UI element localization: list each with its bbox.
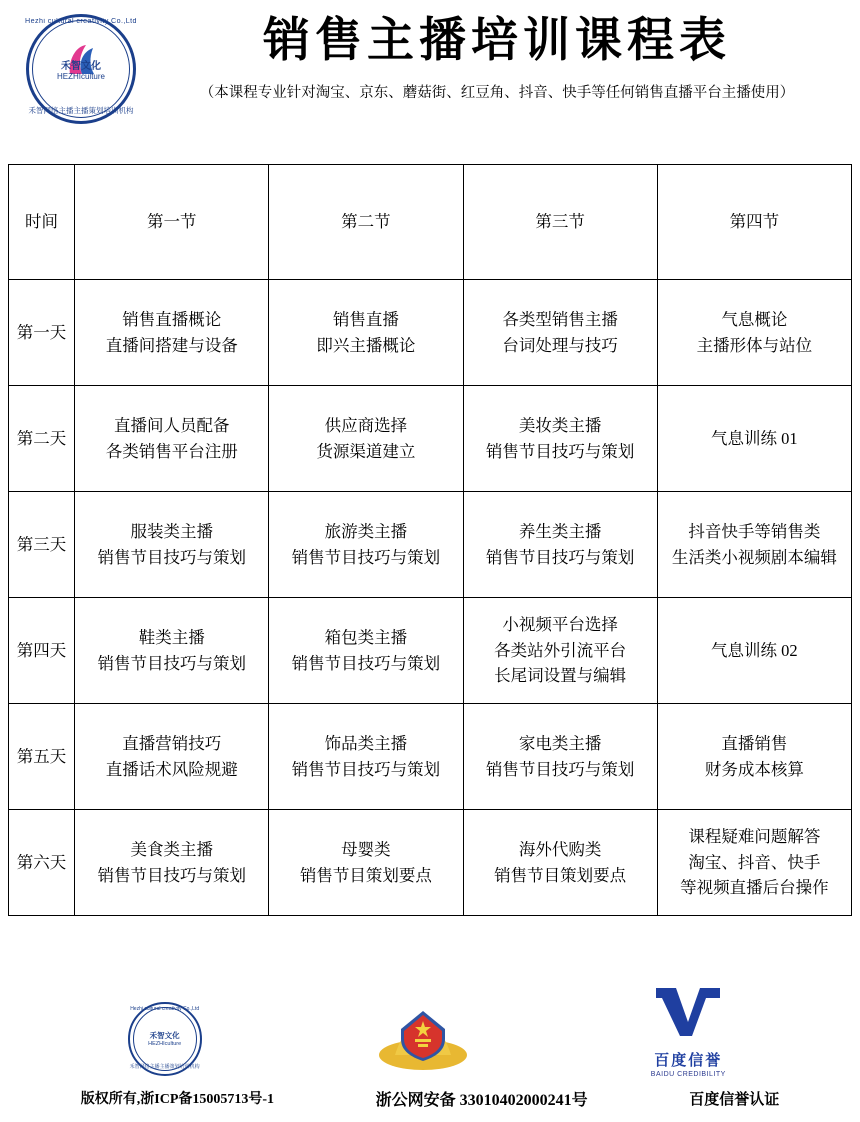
cell-lines [660,426,849,452]
company-logo [22,10,140,128]
mini-logo-name-en: HEZHIculture [148,1041,182,1047]
cell-line: 海外代购类 [518,839,602,859]
logo-name-en: HEZHIculture [56,72,105,81]
day-label: 第四天 [9,598,75,704]
cell-line: 各类销售平台注册 [105,441,238,461]
schedule-cell [269,810,463,916]
cell-line: 销售节目技巧与策划 [97,865,246,885]
cell-line: 各类型销售主播 [502,309,618,329]
cell-line: 等视频直播后台操作 [680,878,829,898]
day-label: 第五天 [9,704,75,810]
table-row [9,280,852,386]
cell-line: 销售节目技巧与策划 [291,653,441,673]
cell-lines [466,307,655,358]
cell-lines [466,837,655,888]
column-header-section: 第三节 [463,165,657,280]
schedule-cell [75,598,269,704]
cell-line: 销售节目策划要点 [299,865,432,885]
cell-line: 销售节目策划要点 [494,865,627,885]
mini-logo-bottom-text: 禾智网络主播主播策划培训机构 [129,1064,200,1070]
cell-lines [77,625,266,676]
schedule-cell [269,492,463,598]
cell-line: 母婴类 [341,839,391,859]
cell-line: 淘宝、抖音、快手 [688,852,821,872]
cell-line: 财务成本核算 [704,759,804,779]
mini-logo-name-cn: 禾智文化 [149,1031,180,1040]
cell-line: 鞋类主播 [138,627,205,647]
cell-line: 销售节目技巧与策划 [291,547,441,567]
mini-company-logo [126,1000,204,1078]
cell-line: 美妆类主播 [518,415,602,435]
column-header-section: 第四节 [657,165,851,280]
schedule-cell [463,704,657,810]
cell-line: 养生类主播 [518,521,602,541]
page-title: 销售主播培训课程表 [263,15,731,67]
schedule-cell [657,492,851,598]
footer-labels [0,1078,860,1118]
schedule-cell [75,704,269,810]
schedule-cell [269,386,463,492]
cell-line: 美食类主播 [130,839,213,859]
footer-badges [0,982,860,1078]
police-badge [375,995,471,1078]
cell-lines [466,519,655,570]
cell-line: 销售节目技巧与策划 [97,653,246,673]
schedule-cell [75,386,269,492]
column-header-time: 时间 [9,165,75,280]
schedule-cell [269,598,463,704]
cell-lines [660,307,849,358]
cell-lines [466,413,655,464]
cell-line: 销售节目技巧与策划 [485,759,635,779]
baidu-credibility-badge [642,982,734,1078]
cell-line: 饰品类主播 [324,733,408,753]
schedule-cell [75,492,269,598]
schedule-table-wrapper [0,130,860,916]
cell-lines [660,731,849,782]
logo-top-text: Hezhi cultural creativity Co.,Ltd [25,18,137,25]
cell-lines [660,519,849,570]
cell-line: 服装类主播 [130,521,213,541]
logo-name-cn: 禾智文化 [61,61,101,72]
cell-line: 销售节目技巧与策划 [485,547,635,567]
schedule-cell [463,598,657,704]
baidu-caption-text: 百度信誉认证 [689,1091,780,1108]
schedule-cell [657,386,851,492]
baidu-v-icon [642,982,734,1044]
copyright-text: 版权所有,浙ICP备15005713号-1 [80,1092,275,1107]
cell-line: 箱包类主播 [324,627,408,647]
schedule-cell [463,810,657,916]
table-row [9,704,852,810]
cell-line: 旅游类主播 [324,521,408,541]
cell-line: 长尾词设置与编辑 [494,666,627,686]
mini-logo-top-text: Hezhi cultural creativity Co.,Ltd [130,1006,200,1012]
column-header-section: 第二节 [269,165,463,280]
cell-lines [271,307,460,358]
schedule-cell [463,386,657,492]
cell-line: 主播形体与站位 [696,335,813,355]
cell-line: 直播间人员配备 [113,415,230,435]
table-row [9,598,852,704]
column-header-section: 第一节 [75,165,269,280]
schedule-cell [463,492,657,598]
schedule-cell [657,598,851,704]
schedule-table [8,164,852,916]
logo-bottom-text: 禾智网络主播主播策划培训机构 [28,106,134,115]
title-block [140,8,840,102]
cell-line: 各类站外引流平台 [494,640,627,660]
police-record-text: 浙公网安备 33010402000241号 [375,1091,588,1109]
cell-lines [77,731,266,782]
document-footer [0,982,860,1122]
cell-lines [271,837,460,888]
cell-lines [77,519,266,570]
schedule-cell [657,280,851,386]
cell-lines [77,837,266,888]
schedule-cell [269,280,463,386]
cell-line: 直播营销技巧 [122,733,222,753]
cell-line: 小视频平台选择 [502,615,618,635]
cell-line: 即兴主播概论 [316,335,416,355]
cell-line: 气息训练 01 [711,428,798,448]
cell-line: 直播话术风险规避 [105,759,238,779]
cell-line: 台词处理与技巧 [502,335,618,355]
cell-line: 家电类主播 [518,733,602,753]
cell-line: 生活类小视频剧本编辑 [671,547,837,567]
day-label: 第一天 [9,280,75,386]
cell-line: 销售节目技巧与策划 [485,441,635,461]
cell-line: 销售直播 [332,309,399,329]
cell-line: 抖音快手等销售类 [688,521,821,541]
cell-lines [271,519,460,570]
day-label: 第六天 [9,810,75,916]
document-header [0,0,860,130]
schedule-cell [657,810,851,916]
cell-lines [660,638,849,664]
cell-line: 直播销售 [721,733,788,753]
cell-lines [77,413,266,464]
cell-line: 货源渠道建立 [316,441,416,461]
day-label: 第三天 [9,492,75,598]
cell-line: 供应商选择 [324,415,408,435]
cell-lines [660,824,849,901]
schedule-cell [269,704,463,810]
cell-line: 气息概论 [721,309,788,329]
police-emblem-icon [375,995,471,1073]
cell-lines [466,612,655,689]
table-row [9,492,852,598]
footer-company-badge [126,1000,204,1078]
cell-lines [466,731,655,782]
baidu-label-cn: 百度信誉 [654,1053,723,1069]
cell-line: 直播间搭建与设备 [105,335,238,355]
table-row [9,810,852,916]
cell-line: 课程疑难问题解答 [688,827,821,847]
page-subtitle: （本课程专业针对淘宝、京东、蘑菇街、红豆角、抖音、快手等任何销售直播平台主播使用） [199,84,795,101]
cell-lines [271,731,460,782]
table-header-row [9,165,852,280]
cell-line: 销售节目技巧与策划 [291,759,441,779]
table-row [9,386,852,492]
schedule-cell [75,280,269,386]
day-label: 第二天 [9,386,75,492]
schedule-cell [463,280,657,386]
cell-lines [77,307,266,358]
cell-line: 气息训练 02 [711,640,798,660]
cell-lines [271,413,460,464]
baidu-label-en: BAIDU CREDIBILITY [650,1071,726,1078]
cell-lines [271,625,460,676]
cell-line: 销售节目技巧与策划 [97,547,246,567]
schedule-cell [657,704,851,810]
cell-line: 销售直播概论 [122,309,222,329]
schedule-cell [75,810,269,916]
